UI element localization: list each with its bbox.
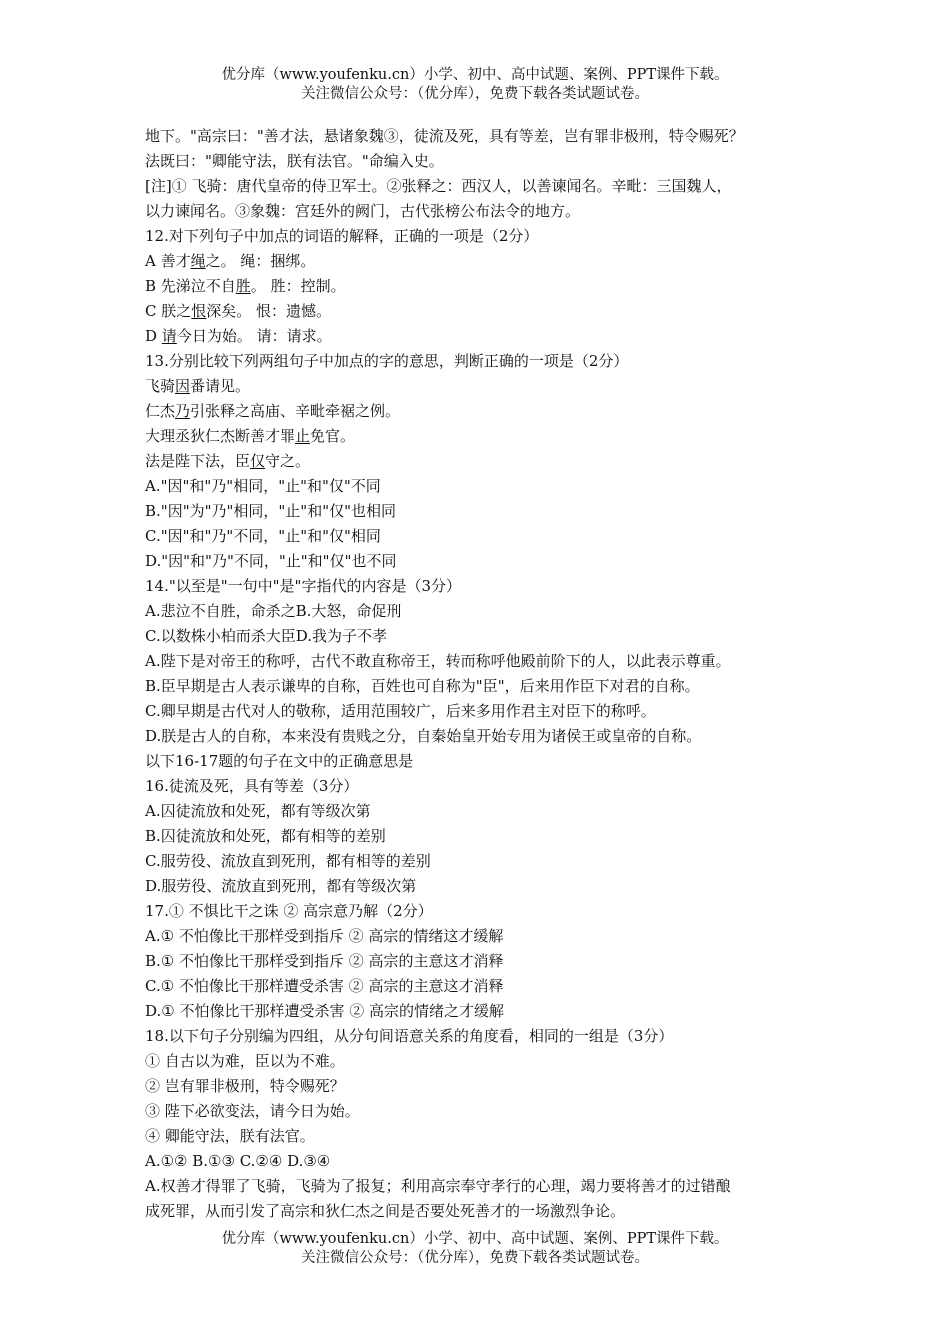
line-text: 番请见。 — [190, 377, 251, 395]
line-text: 深矣。 恨：遗憾。 — [206, 302, 332, 320]
text-line: A.权善才得罪了飞骑，飞骑为了报复；利用高宗奉守孝行的心理，竭力要将善才的过错酿 — [145, 1177, 731, 1195]
text-line: 18.以下句子分别编为四组，从分句间语意关系的角度看，相同的一组是（3分） — [145, 1027, 674, 1045]
text-line — [145, 449, 835, 474]
text-line: 16.徒流及死，具有等差（3分） — [145, 777, 359, 795]
line-text: 免官。 — [310, 427, 356, 445]
text-line: D.① 不怕像比干那样遭受杀害 ② 高宗的情绪之才缓解 — [145, 1002, 505, 1020]
text-line: 13.分别比较下列两组句子中加点的字的意思，判断正确的一项是（2分） — [145, 352, 629, 370]
header-line-1: 优分库（www.youfenku.cn）小学、初中、高中试题、案例、PPT课件下载。 — [221, 67, 729, 83]
line-text: 守之。 — [265, 452, 311, 470]
marked-character: 仅 — [250, 452, 266, 470]
footer-line-1: 优分库（www.youfenku.cn）小学、初中、高中试题、案例、PPT课件下载。 — [221, 1231, 729, 1247]
text-line: ① 自古以为难，臣以为不难。 — [145, 1052, 345, 1070]
text-line: A.囚徒流放和处死，都有等级次第 — [145, 802, 371, 820]
line-text: 仁杰 — [145, 402, 176, 420]
text-line: C.① 不怕像比干那样遭受杀害 ② 高宗的主意这才消释 — [145, 977, 504, 995]
text-line: B."因"为"乃"相同，"止"和"仅"也相同 — [145, 502, 396, 520]
document-body — [145, 124, 835, 1224]
text-line: A.① 不怕像比干那样受到指斥 ② 高宗的情绪这才缓解 — [145, 927, 504, 945]
line-text: A 善才 — [145, 252, 191, 270]
line-text: 飞骑 — [145, 377, 176, 395]
text-line: C.以数株小柏而杀大臣D.我为子不孝 — [145, 627, 387, 645]
footer-line-2: 关注微信公众号：（优分库），免费下载各类试题试卷。 — [301, 1250, 649, 1266]
text-line: C.卿早期是古代对人的敬称，适用范围较广，后来多用作君主对臣下的称呼。 — [145, 702, 656, 720]
text-line: ④ 卿能守法，朕有法官。 — [145, 1127, 315, 1145]
line-text: 大理丞狄仁杰断善才罪 — [145, 427, 296, 445]
text-line: [注]① 飞骑：唐代皇帝的侍卫军士。②张释之：西汉人，以善谏闻名。辛毗：三国魏人， — [145, 177, 732, 195]
marked-character: 止 — [295, 427, 311, 445]
page-header — [0, 66, 950, 104]
text-line: D."因"和"乃"不同，"止"和"仅"也不同 — [145, 552, 397, 570]
text-line: D.服劳役、流放直到死刑，都有等级次第 — [145, 877, 417, 895]
text-line — [145, 299, 835, 324]
text-line — [145, 249, 835, 274]
text-line: 成死罪，从而引发了高宗和狄仁杰之间是否要处死善才的一场激烈争论。 — [145, 1202, 626, 1220]
text-line — [145, 424, 835, 449]
text-line: ② 岂有罪非极刑，特令赐死？ — [145, 1077, 345, 1095]
line-text: D — [145, 327, 162, 345]
marked-character: 恨 — [191, 302, 207, 320]
line-text: B 先涕泣不自 — [145, 277, 236, 295]
text-line: A.悲泣不自胜，命杀之B.大怒，命促刑 — [145, 602, 402, 620]
text-line: C.服劳役、流放直到死刑，都有相等的差别 — [145, 852, 431, 870]
line-text: 今日为始。 请：请求。 — [176, 327, 332, 345]
text-line: 12.对下列句子中加点的词语的解释，正确的一项是（2分） — [145, 227, 539, 245]
text-line: A.陛下是对帝王的称呼，古代不敢直称帝王，转而称呼他殿前阶下的人，以此表示尊重。 — [145, 652, 731, 670]
text-line: 14."以至是"一句中"是"字指代的内容是（3分） — [145, 577, 461, 595]
text-line — [145, 324, 835, 349]
page-footer — [0, 1230, 950, 1268]
text-line: 以下16-17题的句子在文中的正确意思是 — [145, 752, 414, 770]
text-line: D.朕是古人的自称，本来没有贵贱之分，自秦始皇开始专用为诸侯王或皇帝的自称。 — [145, 727, 702, 745]
text-line: A."因"和"乃"相同，"止"和"仅"不同 — [145, 477, 381, 495]
line-text: 引张释之高庙、辛毗牵裾之例。 — [190, 402, 401, 420]
text-line: B.囚徒流放和处死，都有相等的差别 — [145, 827, 386, 845]
text-line: 法既曰："卿能守法，朕有法官。"命编入史。 — [145, 152, 444, 170]
text-line: 17.① 不惧比干之诛 ② 高宗意乃解（2分） — [145, 902, 433, 920]
text-line — [145, 274, 835, 299]
marked-character: 乃 — [175, 402, 191, 420]
marked-character: 绳 — [190, 252, 206, 270]
text-line: ③ 陛下必欲变法，请今日为始。 — [145, 1102, 360, 1120]
line-text: C 朕之 — [145, 302, 192, 320]
text-line — [145, 374, 835, 399]
text-line: A.①② B.①③ C.②④ D.③④ — [145, 1152, 331, 1170]
marked-character: 因 — [175, 377, 191, 395]
line-text: 法是陛下法，臣 — [145, 452, 251, 470]
text-line: 地下。"高宗曰："善才法，悬诸象魏③，徒流及死，具有等差，岂有罪非极刑，特令赐死？ — [145, 127, 744, 145]
text-line: C."因"和"乃"不同，"止"和"仅"相同 — [145, 527, 381, 545]
header-line-2: 关注微信公众号：（优分库），免费下载各类试题试卷。 — [301, 86, 649, 102]
line-text: 。 胜：控制。 — [250, 277, 346, 295]
marked-character: 胜 — [235, 277, 251, 295]
text-line: B.臣早期是古人表示谦卑的自称，百姓也可自称为"臣"，后来用作臣下对君的自称。 — [145, 677, 700, 695]
text-line: B.① 不怕像比干那样受到指斥 ② 高宗的主意这才消释 — [145, 952, 504, 970]
marked-character: 请 — [161, 327, 177, 345]
text-line: 以力谏闻名。③象魏：宫廷外的阙门，古代张榜公布法令的地方。 — [145, 202, 581, 220]
line-text: 之。 绳：捆绑。 — [205, 252, 316, 270]
text-line — [145, 399, 835, 424]
